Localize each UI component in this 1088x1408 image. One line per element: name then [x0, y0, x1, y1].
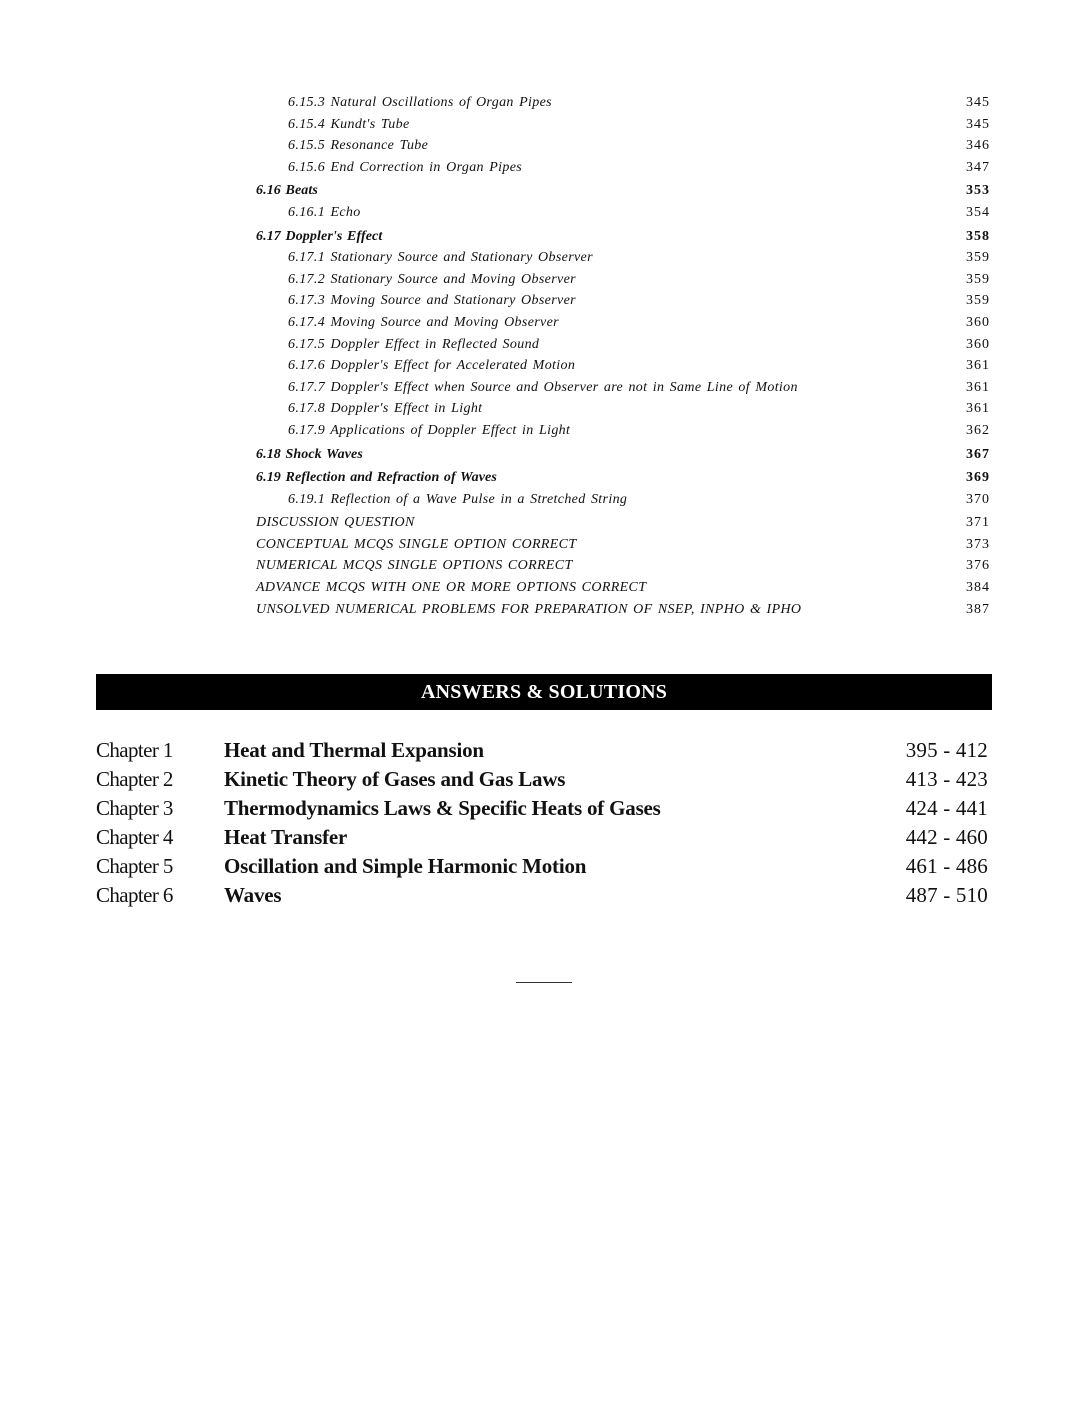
- toc-entry-title: 6.17.6 Doppler's Effect for Accelerated Motion: [288, 358, 576, 374]
- toc-entry-page: 346: [966, 138, 990, 154]
- toc-entry-page: 370: [966, 491, 990, 507]
- toc-entry-title: 6.17.3 Moving Source and Stationary Observer: [288, 293, 576, 309]
- toc-exercise-page: 387: [966, 601, 990, 617]
- chapter-page-range: 413 - 423: [905, 767, 988, 791]
- toc-entry-title: 6.15.6 End Correction in Organ Pipes: [288, 159, 523, 175]
- toc-entry-page: 354: [966, 204, 990, 220]
- chapter-label: Chapter 4: [96, 825, 173, 849]
- chapter-page-range: 442 - 460: [905, 825, 988, 849]
- toc-exercise-page: 373: [966, 536, 990, 552]
- chapter-page-range: 461 - 486: [905, 854, 988, 878]
- toc-entry-page: 345: [966, 116, 990, 132]
- toc-exercise-page: 384: [966, 580, 990, 596]
- toc-exercise-title: DISCUSSION QUESTION: [256, 515, 415, 531]
- chapter-title: Kinetic Theory of Gases and Gas Laws: [224, 767, 566, 791]
- toc-entry: [256, 157, 990, 179]
- toc-exercise-title: NUMERICAL MCQS SINGLE OPTIONS CORRECT: [256, 558, 573, 574]
- chapter-label: Chapter 5: [96, 854, 173, 878]
- toc-section-entry: [256, 467, 990, 489]
- answers-section-heading: ANSWERS & SOLUTIONS: [96, 674, 992, 710]
- end-divider: [516, 982, 572, 983]
- toc-entry-page: 347: [966, 159, 990, 175]
- toc-entry: [256, 135, 990, 157]
- chapter-title: Heat Transfer: [224, 825, 348, 849]
- chapter-label: Chapter 1: [96, 738, 173, 762]
- toc-section-entry: [256, 226, 990, 248]
- toc-entry: [256, 312, 990, 334]
- toc-exercise-entry: [256, 599, 990, 621]
- toc-entry-page: 361: [966, 358, 990, 374]
- toc-exercise-page: 371: [966, 515, 990, 531]
- toc-entry-title: 6.17.7 Doppler's Effect when Source and Observer are not in Same Line of Motion: [288, 379, 798, 395]
- toc-entry: [256, 334, 990, 356]
- toc-entry-title: 6.17.1 Stationary Source and Stationary Observer: [288, 250, 593, 266]
- toc-entry: [256, 92, 990, 114]
- toc-entry-page: 360: [966, 336, 990, 352]
- answers-chapter-row: [96, 852, 988, 881]
- toc-exercise-entry: [256, 577, 990, 599]
- chapter-title: Thermodynamics Laws & Specific Heats of Gases: [224, 796, 661, 820]
- toc-entry-page: 360: [966, 314, 990, 330]
- toc-entry-title: 6.15.4 Kundt's Tube: [288, 116, 410, 132]
- toc-exercise-entry: [256, 534, 990, 556]
- toc-entry: [256, 489, 990, 511]
- toc-entry-page: 359: [966, 250, 990, 266]
- toc-section-page: 358: [966, 228, 990, 244]
- toc-entry-title: 6.15.5 Resonance Tube: [288, 138, 429, 154]
- toc-entry-title: 6.16.1 Echo: [288, 204, 361, 220]
- toc-section-page: 369: [966, 470, 990, 486]
- chapter-label: Chapter 6: [96, 883, 173, 907]
- toc-entry-page: 362: [966, 422, 990, 438]
- toc-section-title: 6.17 Doppler's Effect: [256, 228, 383, 244]
- chapter-page-range: 424 - 441: [905, 796, 988, 820]
- toc-section-title: 6.19 Reflection and Refraction of Waves: [256, 470, 497, 486]
- toc-section-page: 367: [966, 446, 990, 462]
- toc-entry-title: 6.19.1 Reflection of a Wave Pulse in a Stretched String: [288, 491, 628, 507]
- toc-section-title: 6.16 Beats: [256, 183, 318, 199]
- toc-entry-title: 6.17.9 Applications of Doppler Effect in Light: [288, 422, 571, 438]
- toc-entry: [256, 202, 990, 224]
- toc-entry-page: 359: [966, 271, 990, 287]
- toc-entry: [256, 269, 990, 291]
- chapter-title: Oscillation and Simple Harmonic Motion: [224, 854, 587, 878]
- toc-entry-page: 361: [966, 379, 990, 395]
- chapter-page-range: 487 - 510: [905, 883, 988, 907]
- toc-entry-page: 361: [966, 401, 990, 417]
- toc-section-page: 353: [966, 183, 990, 199]
- chapter-title: Heat and Thermal Expansion: [224, 738, 484, 762]
- toc-entry: [256, 398, 990, 420]
- toc-entry-title: 6.17.5 Doppler Effect in Reflected Sound: [288, 336, 540, 352]
- toc-entry: [256, 247, 990, 269]
- toc-entry-page: 359: [966, 293, 990, 309]
- answers-chapter-row: [96, 794, 988, 823]
- chapter-title: Waves: [224, 883, 282, 907]
- chapter-page-range: 395 - 412: [905, 738, 988, 762]
- answers-chapter-row: [96, 736, 988, 765]
- toc-entry: [256, 114, 990, 136]
- toc-entry-title: 6.17.2 Stationary Source and Moving Observer: [288, 271, 576, 287]
- toc-exercise-title: UNSOLVED NUMERICAL PROBLEMS FOR PREPARATION OF NSEP, INPHO & IPHO: [256, 601, 802, 617]
- toc-exercise-entry: [256, 512, 990, 534]
- answers-chapter-list: [96, 736, 988, 910]
- toc-entry-title: 6.15.3 Natural Oscillations of Organ Pipes: [288, 95, 552, 110]
- toc-exercise-entry: [256, 555, 990, 577]
- toc-exercise-title: CONCEPTUAL MCQS SINGLE OPTION CORRECT: [256, 536, 577, 552]
- toc-entry-title: 6.17.4 Moving Source and Moving Observer: [288, 314, 559, 330]
- toc-entry: [256, 290, 990, 312]
- toc-exercise-title: ADVANCE MCQS WITH ONE OR MORE OPTIONS CORRECT: [256, 580, 647, 596]
- toc-entry: [256, 355, 990, 377]
- toc-entry-page: 345: [966, 95, 990, 110]
- chapter-label: Chapter 3: [96, 796, 173, 820]
- toc-entry-title: 6.17.8 Doppler's Effect in Light: [288, 401, 483, 417]
- chapter-label: Chapter 2: [96, 767, 173, 791]
- toc-section-entry: [256, 444, 990, 466]
- answers-chapter-row: [96, 765, 988, 794]
- table-of-contents: [256, 92, 990, 620]
- toc-exercise-page: 376: [966, 558, 990, 574]
- answers-chapter-row: [96, 881, 988, 910]
- answers-chapter-row: [96, 823, 988, 852]
- toc-section-entry: [256, 180, 990, 202]
- toc-entry: [256, 377, 990, 399]
- toc-section-title: 6.18 Shock Waves: [256, 446, 363, 462]
- toc-entry: [256, 420, 990, 442]
